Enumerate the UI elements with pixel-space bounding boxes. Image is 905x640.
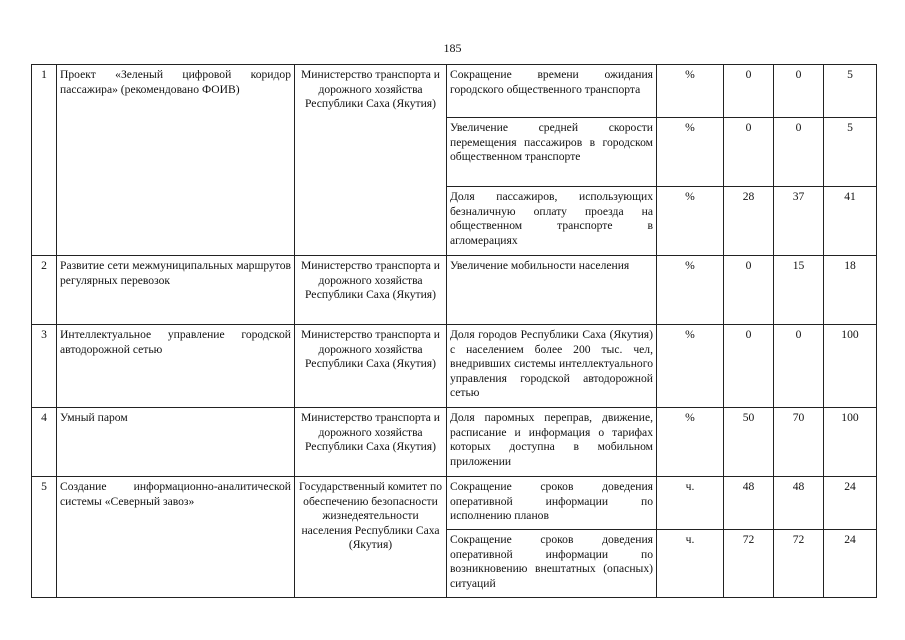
responsible-org: Министерство транспорта и дорожного хозяйства Республики Саха (Якутия)	[295, 408, 447, 477]
projects-table	[31, 64, 877, 598]
indicator-value-3: 100	[824, 325, 877, 408]
indicator-unit: %	[657, 187, 724, 256]
project-name: Создание информационно-аналитической системы «Северный завоз»	[57, 477, 295, 598]
indicator-value-1: 0	[724, 65, 774, 118]
row-number: 4	[32, 408, 57, 477]
indicator-unit: %	[657, 408, 724, 477]
responsible-org: Министерство транспорта и дорожного хозяйства Республики Саха (Якутия)	[295, 325, 447, 408]
indicator-value-1: 0	[724, 325, 774, 408]
indicator-value-3: 24	[824, 530, 877, 598]
indicator-text: Сокращение времени ожидания городского общественного транспорта	[447, 65, 657, 118]
indicator-value-2: 0	[774, 325, 824, 408]
indicator-value-2: 0	[774, 118, 824, 187]
indicator-value-2: 15	[774, 256, 824, 325]
table-row	[32, 256, 877, 325]
indicator-value-3: 41	[824, 187, 877, 256]
indicator-value-2: 37	[774, 187, 824, 256]
indicator-value-1: 50	[724, 408, 774, 477]
project-name: Развитие сети межмуниципальных маршрутов регулярных перевозок	[57, 256, 295, 325]
row-number: 5	[32, 477, 57, 598]
indicator-value-3: 24	[824, 477, 877, 530]
indicator-text: Доля пассажиров, использующих безналичную оплату проезда на общественном транспорте в агломерациях	[447, 187, 657, 256]
indicator-value-2: 70	[774, 408, 824, 477]
indicator-unit: ч.	[657, 477, 724, 530]
project-name: Проект «Зеленый цифровой коридор пассажира» (рекомендовано ФОИВ)	[57, 65, 295, 256]
indicator-value-1: 48	[724, 477, 774, 530]
indicator-unit: %	[657, 256, 724, 325]
indicator-text: Сокращение сроков доведения оперативной информации по возникновению внештатных (опасных) ситуаций	[447, 530, 657, 598]
indicator-value-2: 48	[774, 477, 824, 530]
responsible-org: Государственный комитет по обеспечению безопасности жизнедеятельности населения Республики Саха (Якутия)	[295, 477, 447, 598]
row-number: 2	[32, 256, 57, 325]
indicator-value-3: 18	[824, 256, 877, 325]
table-row	[32, 325, 877, 408]
table-row	[32, 65, 877, 118]
indicator-text: Сокращение сроков доведения оперативной информации по исполнению планов	[447, 477, 657, 530]
indicator-text: Увеличение мобильности населения	[447, 256, 657, 325]
indicator-text: Увеличение средней скорости перемещения пассажиров в городском общественном транспорте	[447, 118, 657, 187]
indicator-unit: %	[657, 65, 724, 118]
project-name: Умный паром	[57, 408, 295, 477]
indicator-value-1: 0	[724, 256, 774, 325]
project-name: Интеллектуальное управление городской автодорожной сетью	[57, 325, 295, 408]
page-number: 185	[443, 41, 462, 55]
row-number: 1	[32, 65, 57, 256]
indicator-value-1: 28	[724, 187, 774, 256]
indicator-unit: ч.	[657, 530, 724, 598]
indicator-value-3: 100	[824, 408, 877, 477]
indicator-value-2: 72	[774, 530, 824, 598]
indicator-unit: %	[657, 118, 724, 187]
responsible-org: Министерство транспорта и дорожного хозяйства Республики Саха (Якутия)	[295, 256, 447, 325]
indicator-unit: %	[657, 325, 724, 408]
table-row	[32, 477, 877, 530]
indicator-text: Доля паромных переправ, движение, расписание и информация о тарифах которых доступна в мобильном приложении	[447, 408, 657, 477]
indicator-value-3: 5	[824, 65, 877, 118]
row-number: 3	[32, 325, 57, 408]
table-row	[32, 408, 877, 477]
responsible-org: Министерство транспорта и дорожного хозяйства Республики Саха (Якутия)	[295, 65, 447, 256]
indicator-value-1: 72	[724, 530, 774, 598]
indicator-value-2: 0	[774, 65, 824, 118]
indicator-value-3: 5	[824, 118, 877, 187]
indicator-text: Доля городов Республики Саха (Якутия) с населением более 200 тыс. чел, внедривших системы интеллектуального управления городской автодорожной сетью	[447, 325, 657, 408]
indicator-value-1: 0	[724, 118, 774, 187]
